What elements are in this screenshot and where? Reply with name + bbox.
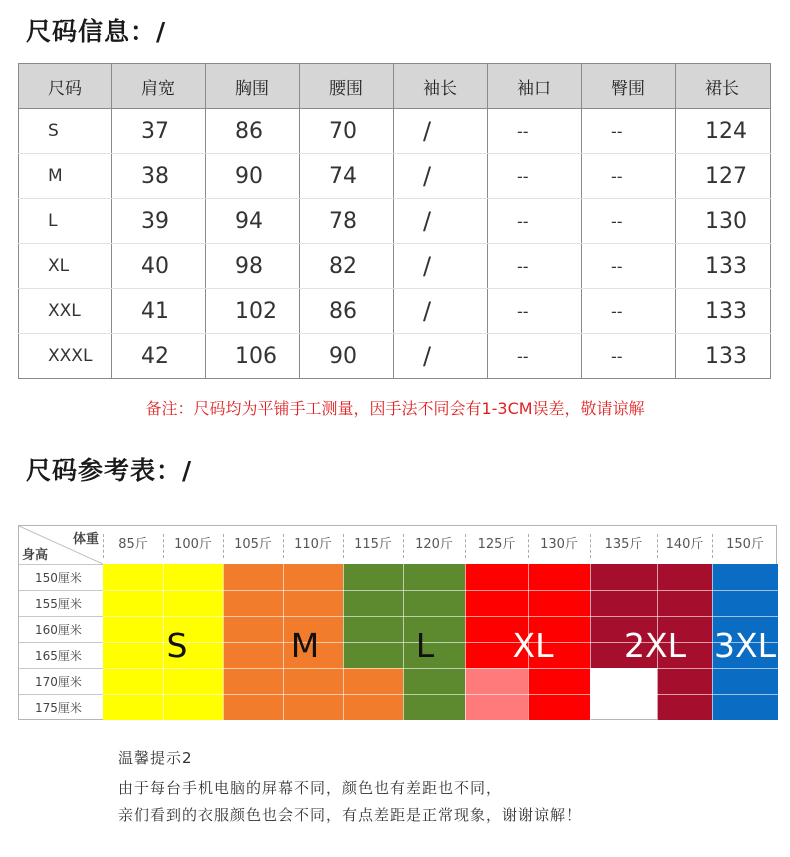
- cell-bust: 86: [206, 109, 300, 154]
- header-separator: [343, 534, 344, 558]
- size-label-2xl: 2XL: [624, 626, 686, 665]
- header-separator: [283, 534, 284, 558]
- cell-bust: 94: [206, 199, 300, 244]
- tips-title: 温馨提示2: [118, 749, 193, 767]
- cell-cuff: --: [488, 109, 582, 154]
- size-label-3xl: 3XL: [714, 626, 776, 665]
- weight-header: 120斤: [415, 537, 453, 552]
- weight-header: 100斤: [174, 537, 212, 552]
- size-label-l: L: [415, 626, 435, 665]
- weight-header: 140斤: [665, 537, 704, 552]
- cell-cuff: --: [488, 199, 582, 244]
- cell-sleeve-length: /: [394, 289, 488, 334]
- tips-line-1: 由于每台手机电脑的屏幕不同，颜色也有差距也不同，: [118, 779, 503, 797]
- header-separator: [103, 534, 104, 558]
- height-label: 175厘米: [19, 694, 103, 720]
- table-row: [19, 334, 771, 379]
- header-size: 尺码: [19, 64, 112, 109]
- table-row: [19, 244, 771, 289]
- grid-line: [103, 590, 778, 591]
- warm-tips: [118, 745, 582, 829]
- cell-bust: 102: [206, 289, 300, 334]
- cell-cuff: --: [488, 334, 582, 379]
- cell-shoulder: 42: [112, 334, 206, 379]
- tips-line-2: 亲们看到的衣服颜色也会不同，有点差距是正常现象，谢谢谅解！: [118, 806, 583, 824]
- cell-size: L: [19, 199, 112, 244]
- cell-waist: 90: [300, 334, 394, 379]
- weight-header: 125斤: [477, 537, 516, 552]
- cell-skirt-length: 133: [676, 244, 771, 289]
- cell-size: XXXL: [19, 334, 112, 379]
- cell-size: S: [19, 109, 112, 154]
- header-separator: [163, 534, 164, 558]
- cell-waist: 82: [300, 244, 394, 289]
- size-info-table: [18, 63, 771, 379]
- grid-line: [103, 616, 778, 617]
- height-label: 170厘米: [19, 668, 103, 694]
- measurement-note: 备注：尺码均为平铺手工测量，因手法不同会有1-3CM误差，敬请谅解: [145, 399, 645, 418]
- header-separator: [657, 534, 658, 558]
- header-sleeve-length: 袖长: [394, 64, 488, 109]
- cell-sleeve-length: /: [394, 244, 488, 289]
- header-waist: 腰围: [300, 64, 394, 109]
- height-label: 150厘米: [19, 564, 103, 590]
- corner-weight-label: 体重: [73, 532, 100, 547]
- grid-line: [590, 564, 591, 720]
- cell-hip: --: [582, 334, 676, 379]
- cell-shoulder: 41: [112, 289, 206, 334]
- header-separator: [223, 534, 224, 558]
- cell-cuff: --: [488, 289, 582, 334]
- cell-cuff: --: [488, 244, 582, 289]
- table-row: [19, 199, 771, 244]
- height-label: 165厘米: [19, 642, 103, 668]
- cell-skirt-length: 133: [676, 334, 771, 379]
- size-label-s: S: [166, 626, 188, 665]
- size-label-xl: XL: [512, 626, 554, 665]
- header-separator: [590, 534, 591, 558]
- cell-waist: 86: [300, 289, 394, 334]
- cell-cuff: --: [488, 154, 582, 199]
- cell-skirt-length: 124: [676, 109, 771, 154]
- header-bust: 胸围: [206, 64, 300, 109]
- cell-shoulder: 38: [112, 154, 206, 199]
- cell-waist: 70: [300, 109, 394, 154]
- header-shoulder: 肩宽: [112, 64, 206, 109]
- grid-line: [103, 694, 778, 695]
- cell-sleeve-length: /: [394, 154, 488, 199]
- weight-header: 115斤: [354, 537, 392, 552]
- height-label: 155厘米: [19, 590, 103, 616]
- corner-height-label: 身高: [22, 548, 49, 563]
- weight-header: 130斤: [540, 537, 578, 552]
- table-row: [19, 109, 771, 154]
- table-row: [19, 154, 771, 199]
- cell-waist: 78: [300, 199, 394, 244]
- cell-sleeve-length: /: [394, 199, 488, 244]
- cell-shoulder: 37: [112, 109, 206, 154]
- cell-hip: --: [582, 154, 676, 199]
- header-separator: [712, 534, 713, 558]
- weight-header: 110斤: [294, 537, 332, 552]
- cell-bust: 106: [206, 334, 300, 379]
- cell-bust: 98: [206, 244, 300, 289]
- size-reference-chart: [18, 525, 777, 720]
- cell-hip: --: [582, 199, 676, 244]
- size-info-title: 尺码信息：/: [26, 17, 167, 46]
- cell-skirt-length: 133: [676, 289, 771, 334]
- cell-waist: 74: [300, 154, 394, 199]
- cell-sleeve-length: /: [394, 334, 488, 379]
- cell-bust: 90: [206, 154, 300, 199]
- header-hip: 臀围: [582, 64, 676, 109]
- cell-hip: --: [582, 244, 676, 289]
- cell-shoulder: 39: [112, 199, 206, 244]
- cell-size: XXL: [19, 289, 112, 334]
- cell-size: XL: [19, 244, 112, 289]
- cell-hip: --: [582, 109, 676, 154]
- size-reference-title: 尺码参考表：/: [26, 456, 193, 485]
- weight-header: 135斤: [604, 537, 643, 552]
- cell-size: M: [19, 154, 112, 199]
- header-cuff: 袖口: [488, 64, 582, 109]
- header-separator: [465, 534, 466, 558]
- cell-sleeve-length: /: [394, 109, 488, 154]
- cell-shoulder: 40: [112, 244, 206, 289]
- weight-header: 150斤: [726, 537, 764, 552]
- table-header-row: [19, 64, 771, 109]
- weight-header: 85斤: [118, 537, 148, 552]
- header-separator: [528, 534, 529, 558]
- height-label: 160厘米: [19, 616, 103, 642]
- grid-line: [103, 668, 778, 669]
- table-row: [19, 289, 771, 334]
- size-label-m: M: [290, 626, 320, 665]
- cell-hip: --: [582, 289, 676, 334]
- cell-skirt-length: 130: [676, 199, 771, 244]
- cell-skirt-length: 127: [676, 154, 771, 199]
- weight-header: 105斤: [234, 537, 272, 552]
- header-separator: [403, 534, 404, 558]
- header-skirt-length: 裙长: [676, 64, 771, 109]
